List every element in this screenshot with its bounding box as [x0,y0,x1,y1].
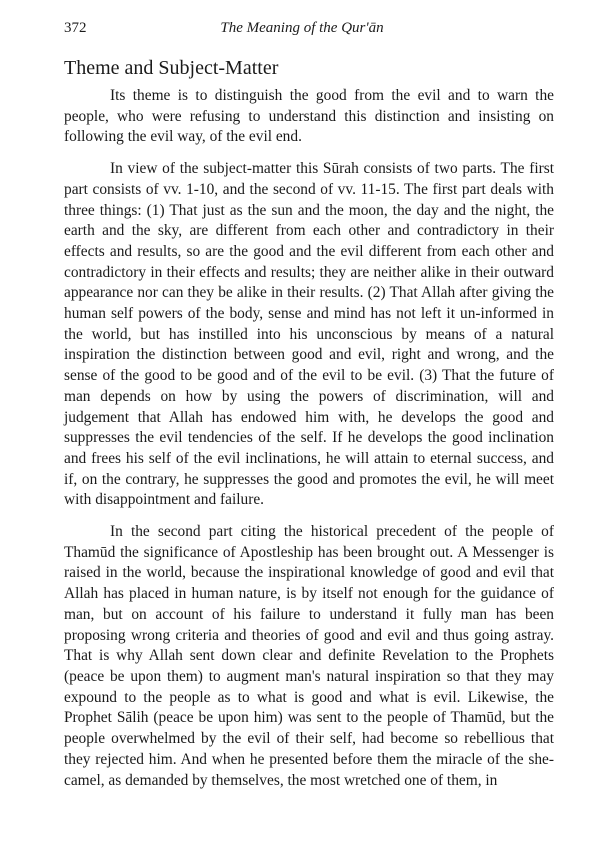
running-title: The Meaning of the Qur'ān [220,20,384,36]
body-text [64,86,554,802]
page-header [64,20,540,42]
paragraph-subject-matter: In view of the subject-matter this Sūrah consists of two parts. The first part consists of vv. 1-10, and the second of vv. 11-15. The first part deals with three things: (1) That just as the sun and the moon, the day and the night, the earth and the sky, are different from each other and contradictory in their effects and results, so are the good and the evil different from each other and contradictory in their effects and results; they are neither alike in their outward appearance nor can they be alike in their results. (2) That Allah after giving the human self powers of the body, sense and mind has not left it un-informed in the world, but has instilled into his unconscious by means of a natural inspiration the distinction between good and evil, right and wrong, and the sense of the good to be good and of the evil to be evil. (3) That the future of man depends on how by using the powers of discrimination, will and judgement that Allah has endowed him with, he develops the good and suppresses the evil tendencies of the self. If he develops the good inclination and frees his self of the evil inclinations, he will attain to eternal success, and if, on the contrary, he suppresses the good and promotes the evil, he will meet with disappointment and failure. [64,160,554,509]
section-heading: Theme and Subject-Matter [64,57,279,79]
page-number: 372 [64,20,87,36]
paragraph-second-part: In the second part citing the historical precedent of the people of Thamūd the significance of Apostleship has been brought out. A Messenger is raised in the world, because the inspirational knowledge of good and evil that Allah has placed in human nature, is by itself not enough for the guidance of man, but on account of his failure to understand it fully man has been proposing wrong criteria and theories of good and evil and thus going astray. That is why Allah sent down clear and definite Revelation to the Prophets (peace be upon them) to augment man's natural inspiration so that they may expound to the people as to what is good and what is evil. Likewise, the Prophet Sālih (peace be upon him) was sent to the people of Thamūd, but the people overwhelmed by the evil of their self, had become so rebellious that they rejected him. And when he presented before them the miracle of the she-camel, as demanded by themselves, the most wretched one of them, in [64,523,554,789]
paragraph-theme: Its theme is to distinguish the good from the evil and to warn the people, who were refusing to understand this distinction and insisting on following the evil way, of the evil end. [64,87,554,146]
